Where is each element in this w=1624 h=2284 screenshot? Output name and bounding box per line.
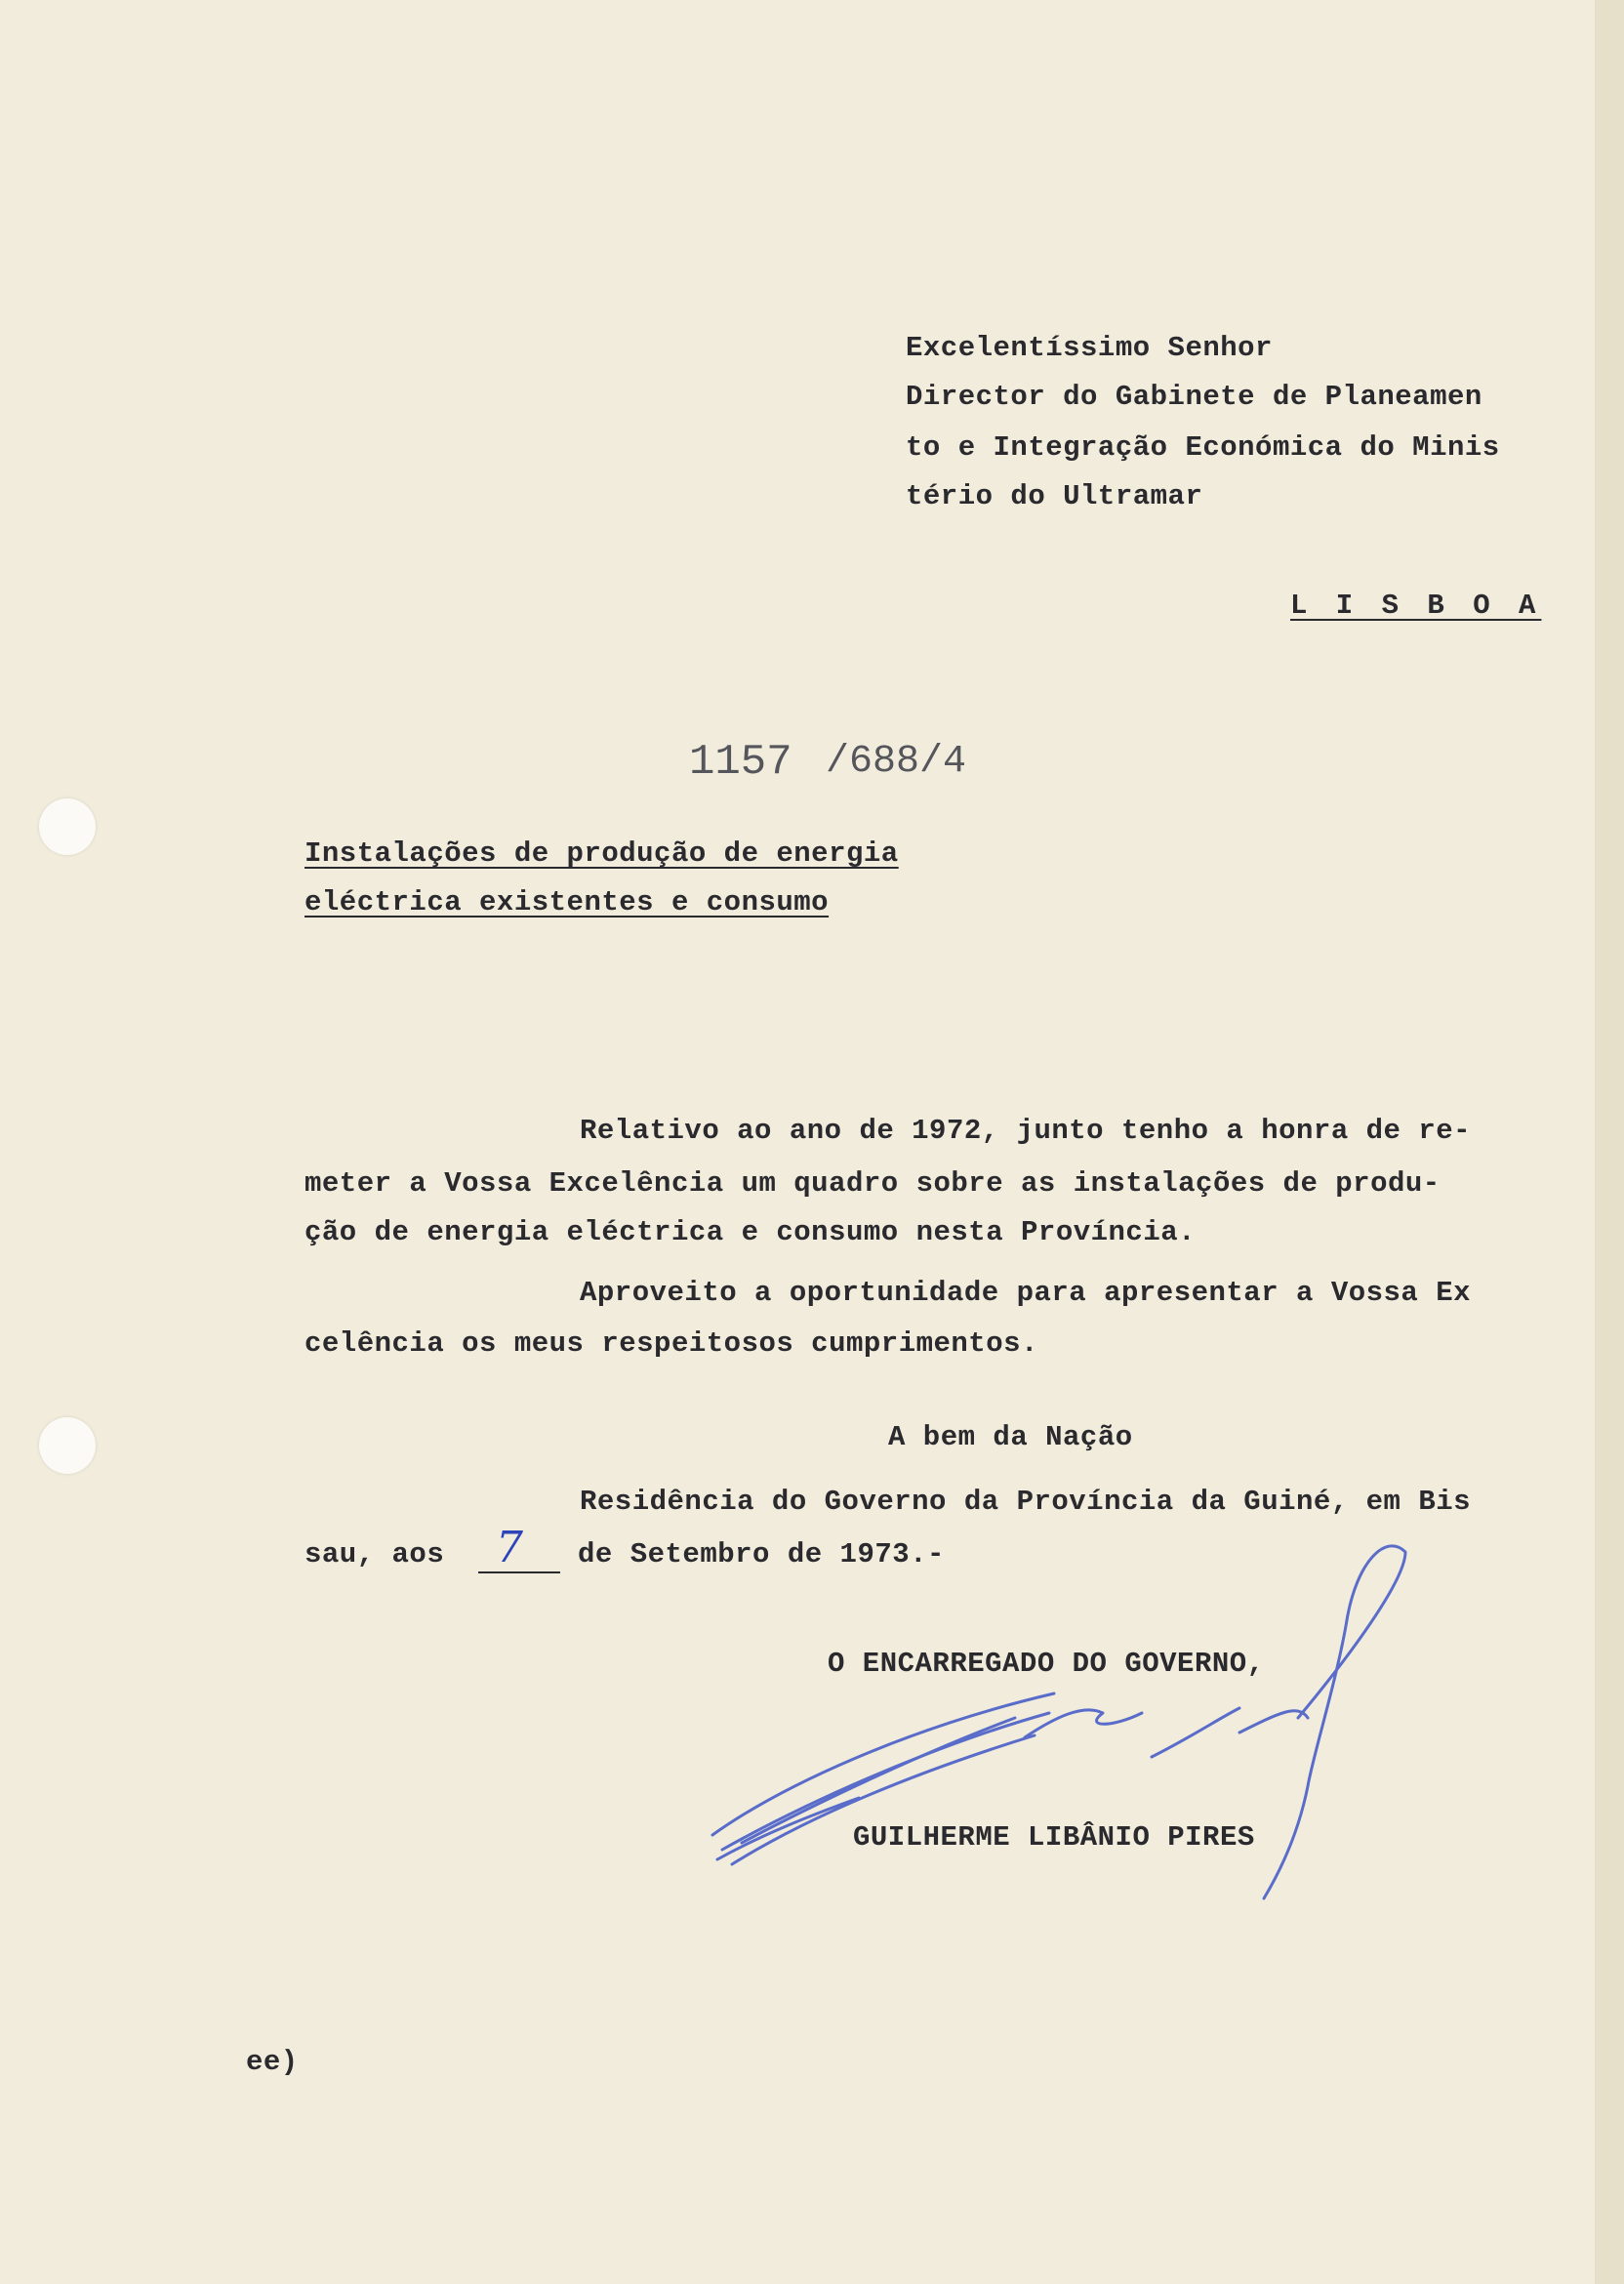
recipient-city: L I S B O A <box>1290 590 1542 622</box>
body-p2-line-1: Aproveito a oportunidade para apresentar a Vossa Ex <box>580 1277 1472 1309</box>
handwritten-day: 7 <box>496 1523 524 1572</box>
signature-title: O ENCARREGADO DO GOVERNO, <box>828 1648 1265 1680</box>
recipient-line-2: to e Integração Económica do Minis <box>906 431 1500 464</box>
closing-place-line-2-end: de Setembro de 1973.- <box>578 1538 945 1570</box>
body-p1-line-1: Relativo ao ano de 1972, junto tenho a honra de re- <box>580 1115 1472 1147</box>
recipient-line-1: Director do Gabinete de Planeamen <box>906 381 1482 413</box>
subject-line-2: eléctrica existentes e consumo <box>304 886 830 918</box>
signature-name: GUILHERME LIBÂNIO PIRES <box>853 1821 1255 1854</box>
reference-suffix: /688/4 <box>826 740 967 784</box>
typist-initials: ee) <box>246 2046 299 2078</box>
subject-line-1: Instalações de produção de energia <box>304 837 899 870</box>
body-p1-line-3: ção de energia eléctrica e consumo nesta Província. <box>304 1216 1197 1248</box>
recipient-salutation: Excelentíssimo Senhor <box>906 332 1273 364</box>
body-p2-line-2: celência os meus respeitosos cumprimentos. <box>304 1327 1038 1360</box>
closing-motto: A bem da Nação <box>888 1421 1133 1453</box>
closing-place-line-2-start: sau, aos <box>304 1538 445 1570</box>
recipient-line-3: tério do Ultramar <box>906 480 1203 512</box>
closing-place-line-1: Residência do Governo da Província da Guiné, em Bis <box>580 1486 1472 1518</box>
reference-number: 1157 <box>689 738 792 787</box>
body-p1-line-2: meter a Vossa Excelência um quadro sobre as instalações de produ- <box>304 1167 1441 1200</box>
